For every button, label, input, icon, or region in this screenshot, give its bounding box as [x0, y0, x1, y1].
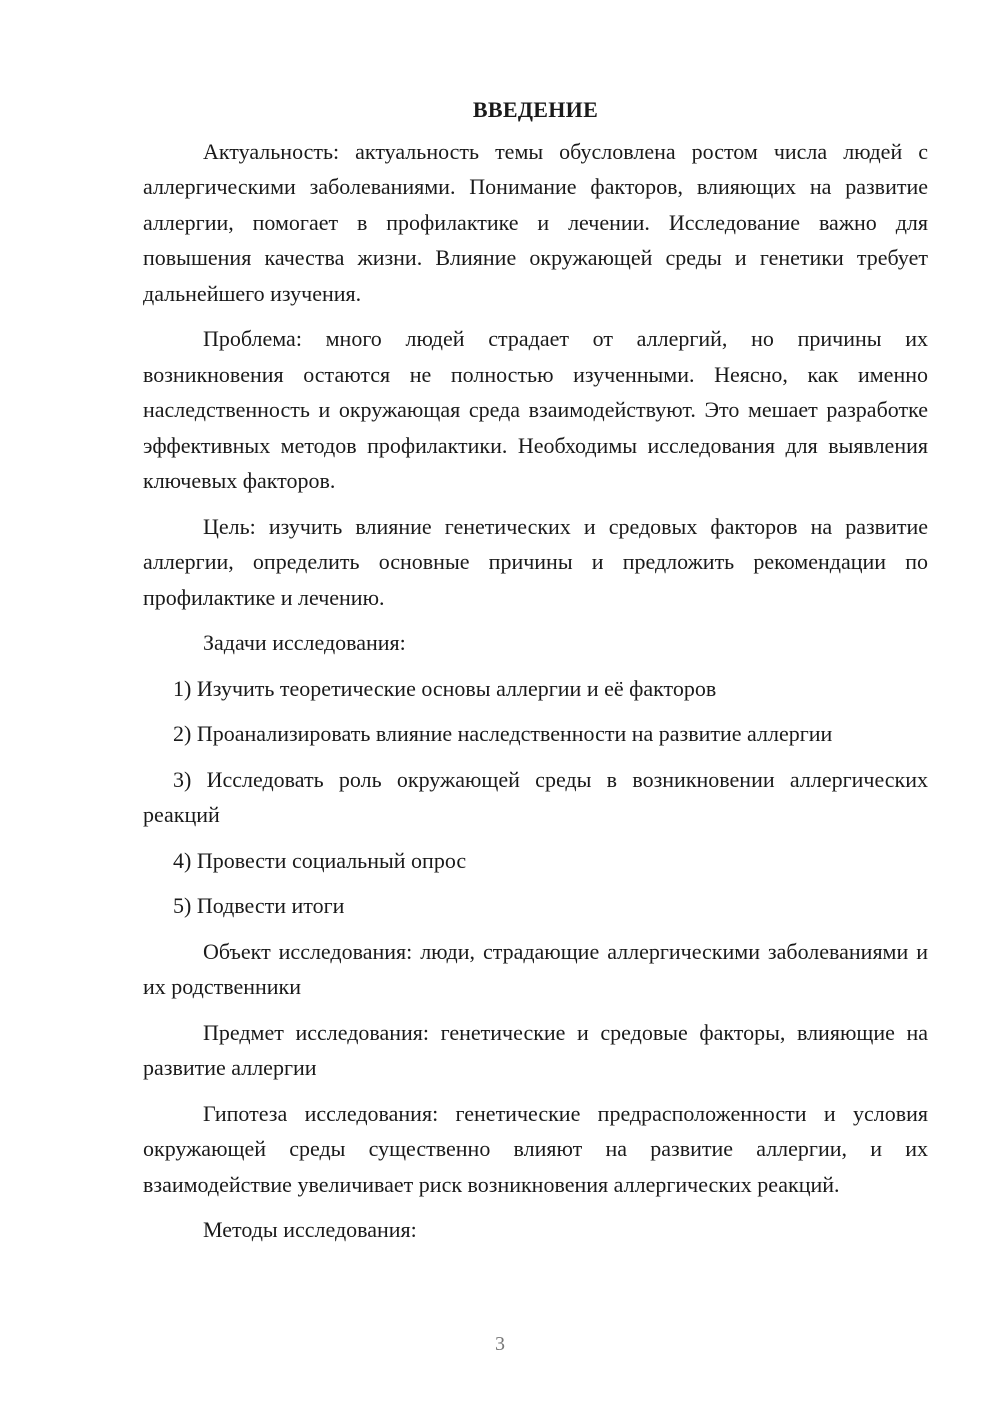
- relevance-paragraph: Актуальность: актуальность темы обусловлена ростом числа людей с аллергическими заболеваниями. Понимание факторов, влияющих на развитие аллергии, помогает в профилактике и лечении. Исследование важно для повышения качества жизни. Влияние окружающей среды и генетики требует дальнейшего изучения.: [143, 138, 928, 306]
- task-item: 5) Подвести итоги: [173, 893, 345, 918]
- problem-paragraph: Проблема: много людей страдает от аллергий, но причины их возникновения остаются не полностью изученными. Неясно, как именно наследственность и окружающая среда взаимодействуют. Это мешает разработке эффективных методов профилактики. Необходимы исследования для выявления ключевых факторов.: [143, 326, 928, 493]
- subject-paragraph: Предмет исследования: генетические и средовые факторы, влияющие на развитие аллергии: [143, 1019, 928, 1080]
- page-number: 3: [495, 1333, 505, 1355]
- task-item: 1) Изучить теоретические основы аллергии и её факторов: [173, 675, 717, 701]
- task-item: 4) Провести социальный опрос: [173, 847, 467, 873]
- task-item: 2) Проанализировать влияние наследственности на развитие аллергии: [173, 721, 833, 746]
- tasks-list: [143, 671, 928, 924]
- task-item: 3) Исследовать роль окружающей среды в возникновении аллергических реакций: [143, 766, 928, 827]
- hypothesis-paragraph: Гипотеза исследования: генетические предрасположенности и условия окружающей среды существенно влияют на развитие аллергии, и их взаимодействие увеличивает риск возникновения аллергических реакций.: [143, 1100, 928, 1197]
- goal-paragraph: Цель: изучить влияние генетических и средовых факторов на развитие аллергии, определить основные причины и предложить рекомендации по профилактике и лечению.: [143, 513, 928, 610]
- methods-heading: Методы исследования:: [203, 1217, 417, 1242]
- object-paragraph: Объект исследования: люди, страдающие аллергическими заболеваниями и их родственники: [143, 938, 928, 999]
- section-title: ВВЕДЕНИЕ: [472, 97, 599, 122]
- tasks-heading: Задачи исследования:: [203, 630, 406, 655]
- document-page: [143, 92, 928, 1258]
